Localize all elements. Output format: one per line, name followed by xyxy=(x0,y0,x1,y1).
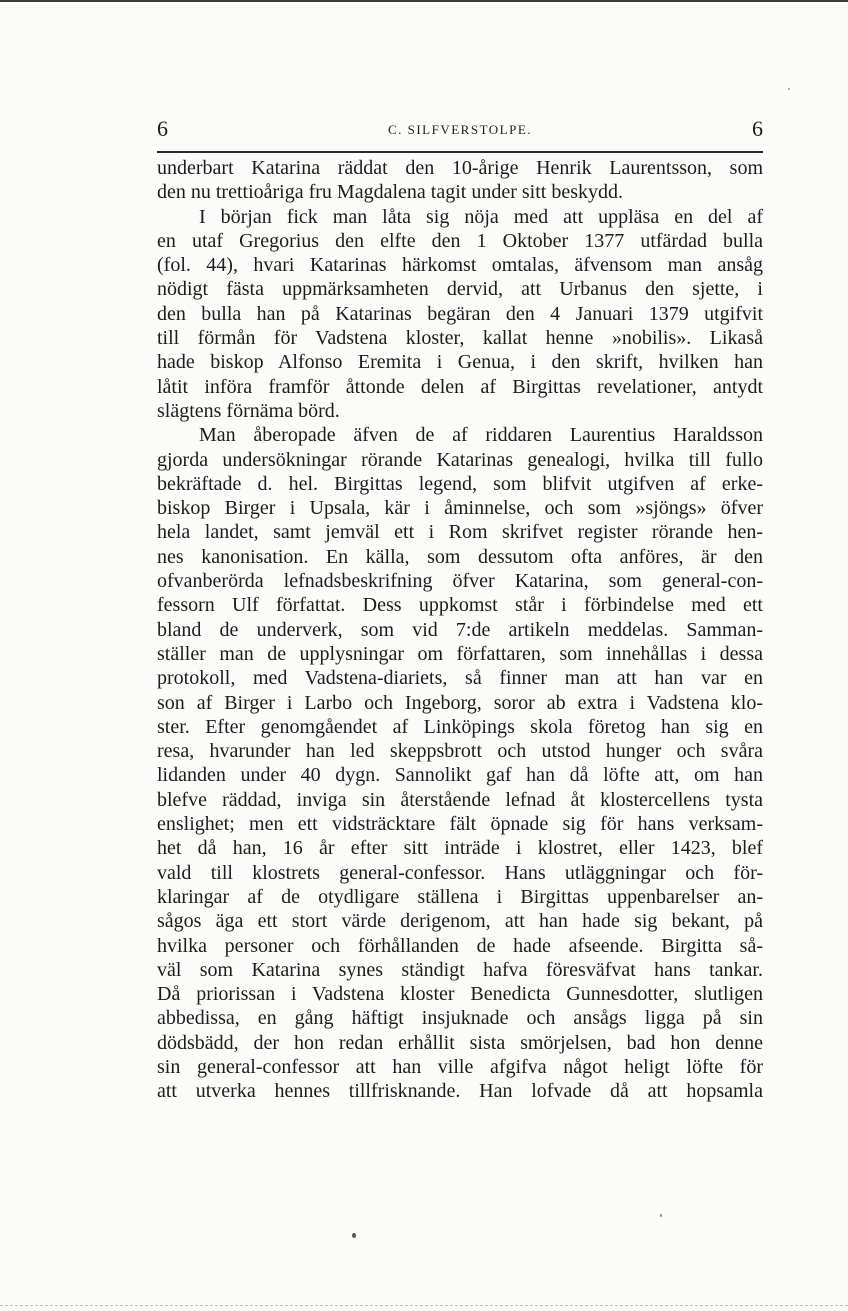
text-line: en utaf Gregorius den elfte den 1 Oktober 1377 utfärdad bulla xyxy=(157,229,763,252)
text-line: nes kanonisation. En källa, som dessutom ofta anföres, är den xyxy=(157,545,763,568)
text-line: Då priorissan i Vadstena kloster Benedicta Gunnesdotter, slutligen xyxy=(157,983,763,1006)
text-line: klaringar af de otydligare ställena i Birgittas uppenbarelser an- xyxy=(157,885,763,908)
text-line: (fol. 44), hvari Katarinas härkomst omtalas, äfvensom man ansåg xyxy=(157,254,763,277)
text-line: nödigt fästa uppmärksamheten dervid, att Urbanus den sjette, i xyxy=(157,278,763,301)
text-line: resa, hvarunder han led skeppsbrott och utstod hunger och svåra xyxy=(157,740,763,763)
text-line: hade biskop Alfonso Eremita i Genua, i den skrift, hvilken han xyxy=(157,351,763,374)
text-line: biskop Birger i Upsala, kär i åminnelse, och som »sjöngs» öfver xyxy=(157,497,763,520)
text-line: att utverka hennes tillfrisknande. Han lofvade då att hopsamla xyxy=(157,1080,763,1103)
page-header xyxy=(157,116,763,146)
text-line: I början fick man låta sig nöja med att uppläsa en del af xyxy=(199,205,763,228)
page-number-right: 6 xyxy=(752,116,763,141)
text-line: låtit införa framför åttonde delen af Birgittas revelationer, antydt xyxy=(157,375,763,398)
body-text xyxy=(157,156,763,1104)
running-head: C. SILFVERSTOLPE. xyxy=(387,122,533,137)
text-line: sågos äga ett stort värde derigenom, att han hade sig bekant, på xyxy=(157,910,763,933)
text-line: den bulla han på Katarinas begäran den 4 Januari 1379 utgifvit xyxy=(157,302,763,325)
text-line: enslighet; men ett vidsträcktare fält öpnade sig för hans verksam- xyxy=(157,813,763,836)
text-line: hvilka personer och förhållanden de hade afseende. Birgitta så- xyxy=(157,934,763,957)
text-line: lidanden under 40 dygn. Sannolikt gaf han då löfte att, om han xyxy=(157,764,763,787)
text-line: abbedissa, en gång häftigt insjuknade och ansågs ligga på sin xyxy=(157,1007,763,1030)
text-line: ställer man de upplysningar om författaren, som innehållas i dessa xyxy=(157,642,763,665)
ink-speck xyxy=(352,1233,356,1238)
text-line: slägtens förnäma börd. xyxy=(157,399,340,422)
ink-speck xyxy=(788,88,790,90)
text-line: blefve räddad, inviga sin återstående lefnad åt klostercellens tysta xyxy=(157,788,763,811)
text-line: son af Birger i Larbo och Ingeborg, soror ab extra i Vadstena klo- xyxy=(157,691,763,714)
text-line: vald till klostrets general-confessor. Hans utläggningar och för- xyxy=(157,861,763,884)
page-number-left: 6 xyxy=(157,116,168,141)
text-line: underbart Katarina räddat den 10-årige Henrik Laurentsson, som xyxy=(157,157,763,179)
text-line: bland de underverk, som vid 7:de artikeln meddelas. Samman- xyxy=(157,618,763,641)
text-line: den nu trettioåriga fru Magdalena tagit under sitt beskydd. xyxy=(157,181,623,204)
text-line: sin general-confessor att han ville afgifva något heligt löfte för xyxy=(157,1055,763,1078)
text-line: protokoll, med Vadstena-diariets, så finner man att han var en xyxy=(157,667,763,690)
text-line: ofvanberörda lefnadsbeskrifning öfver Katarina, som general-con- xyxy=(157,570,763,593)
text-line: fessorn Ulf författat. Dess uppkomst står i förbindelse med ett xyxy=(157,594,763,617)
text-line: väl som Katarina synes ständigt hafva föresväfvat hans tankar. xyxy=(157,958,763,981)
header-rule xyxy=(157,151,763,153)
text-line: dödsbädd, der hon redan erhållit sista smörjelsen, bad hon denne xyxy=(157,1031,763,1054)
text-line: Man åberopade äfven de af riddaren Laurentius Haraldsson xyxy=(199,424,763,447)
text-line: hela landet, samt jemväl ett i Rom skrifvet register rörande hen- xyxy=(157,521,763,544)
text-line: bekräftade d. hel. Birgittas legend, som blifvit utgifven af erke- xyxy=(157,472,763,495)
ink-speck xyxy=(660,1214,662,1217)
top-edge-rule xyxy=(0,0,848,2)
text-line: ster. Efter genomgåendet af Linköpings skola företog han sig en xyxy=(157,715,763,738)
bottom-edge-rule xyxy=(0,1305,848,1307)
text-line: het då han, 16 år efter sitt inträde i klostret, eller 1423, blef xyxy=(157,837,763,860)
text-line: gjorda undersökningar rörande Katarinas genealogi, hvilka till fullo xyxy=(157,448,763,471)
text-line: till förmån för Vadstena kloster, kallat henne »nobilis». Likaså xyxy=(157,327,763,350)
